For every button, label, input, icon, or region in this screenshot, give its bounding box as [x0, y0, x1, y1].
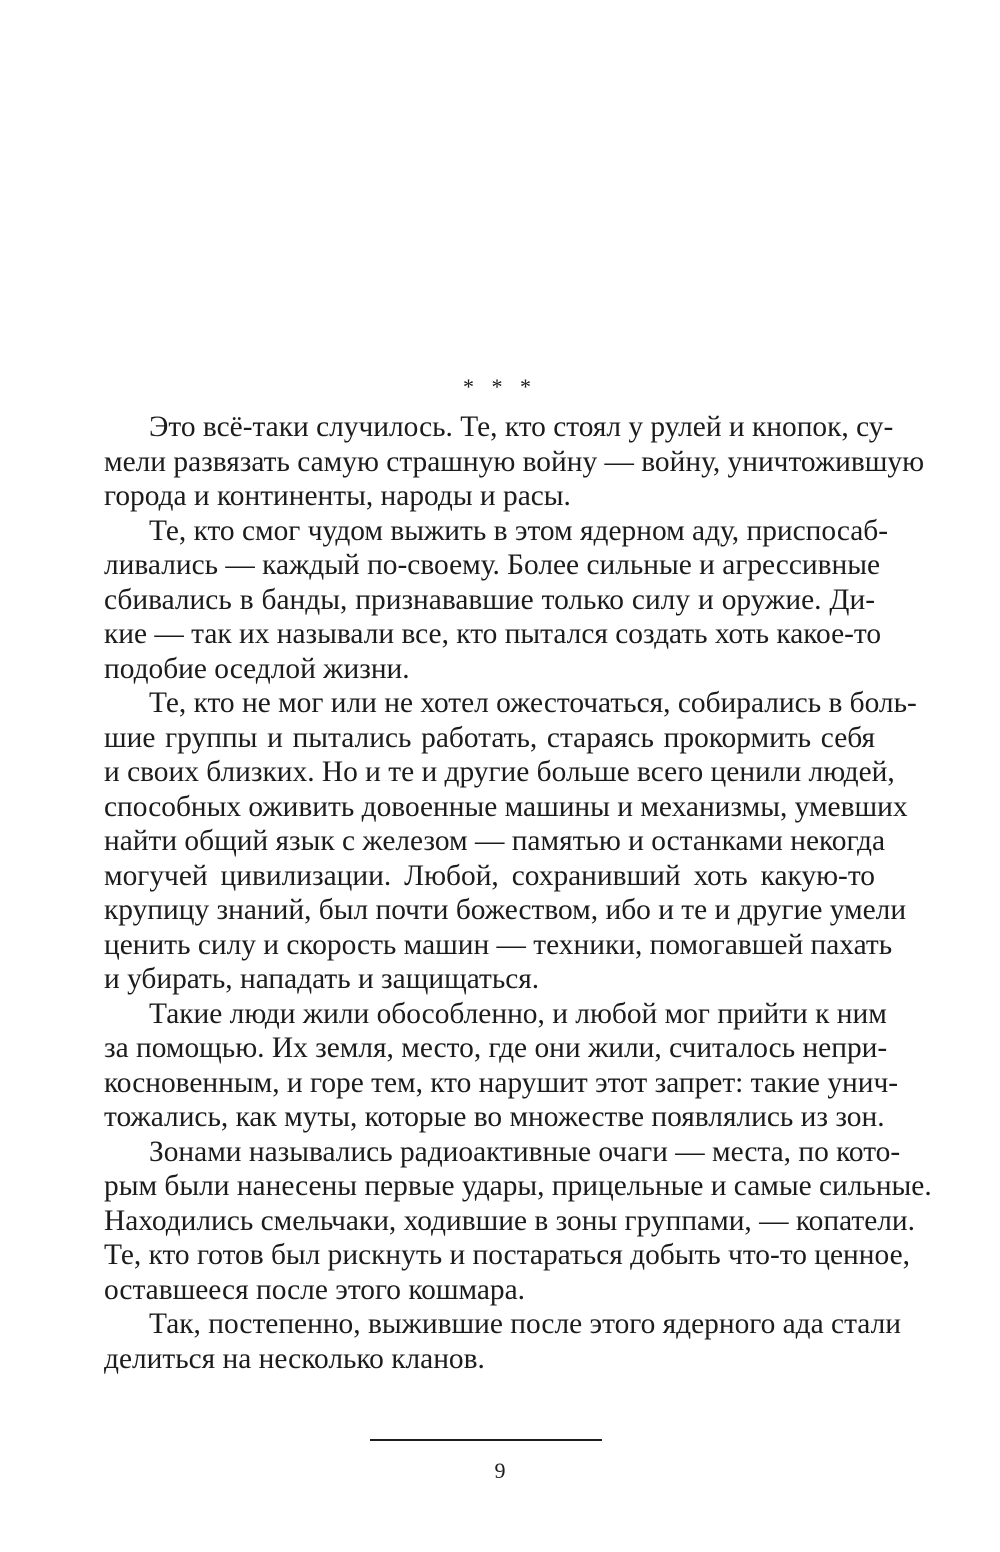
paragraph	[104, 1135, 932, 1308]
paragraph	[104, 997, 899, 1135]
text-line: кие — так их называли все, кто пытался создать хоть какое-то	[104, 618, 882, 650]
section-separator: * * *	[463, 374, 537, 399]
text-line: ценить силу и скорость машин — техники, помогавшей пахать	[104, 928, 893, 961]
text-line: за помощью. Их земля, место, где они жили, считалось непри-	[104, 1032, 888, 1064]
text-line: города и континенты, народы и расы.	[104, 480, 571, 512]
text-line: Это всё-таки случилось. Те, кто стоял у рулей и кнопок, су-	[149, 411, 894, 443]
text-line: Те, кто готов был рискнуть и постараться добыть что-то ценное,	[104, 1239, 910, 1271]
paragraph	[104, 514, 889, 687]
text-line: подобие оседлой жизни.	[104, 652, 410, 685]
text-line: делиться на несколько кланов.	[104, 1342, 485, 1375]
text-line: Находились смельчаки, ходившие в зоны группами, — копатели.	[104, 1204, 915, 1237]
text-line: Зонами назывались радиоактивные очаги — места, по кото-	[149, 1135, 901, 1168]
text-line: ливались — каждый по-своему. Более сильные и агрессивные	[104, 549, 881, 581]
text-line: крупицу знаний, был почти божеством, ибо и те и другие умели	[104, 894, 907, 926]
text-line: найти общий язык с железом — памятью и останками некогда	[104, 825, 886, 857]
text-line: косновенным, и горе тем, кто нарушит этот запрет: такие унич-	[104, 1066, 899, 1099]
paragraph	[104, 1307, 901, 1376]
text-line: оставшееся после этого кошмара.	[104, 1273, 525, 1306]
text-line: Те, кто не мог или не хотел ожесточаться, собирались в боль-	[149, 687, 917, 719]
text-line: мели развязать самую страшную войну — войну, уничтожившую	[104, 445, 925, 478]
text-line: способных оживить довоенные машины и механизмы, умевших	[104, 790, 908, 823]
text-line: могучей цивилизации. Любой, сохранивший хоть какую-то	[104, 859, 875, 892]
text-line: сбивались в банды, признававшие только силу и оружие. Ди-	[104, 583, 875, 616]
text-line: шие группы и пытались работать, стараясь прокормить себя	[104, 721, 875, 754]
footer-rule	[370, 1439, 602, 1441]
text-line: Такие люди жили обособленно, и любой мог прийти к ним	[149, 997, 887, 1030]
page-number: 9	[494, 1458, 506, 1483]
text-line: Те, кто смог чудом выжить в этом ядерном аду, приспосаб-	[149, 514, 889, 547]
text-line: Так, постепенно, выжившие после этого ядерного ада стали	[149, 1308, 901, 1340]
text-line: и убирать, нападать и защищаться.	[104, 963, 540, 995]
paragraph	[104, 410, 925, 514]
text-line: тожались, как муты, которые во множестве появлялись из зон.	[104, 1101, 885, 1133]
body-text	[104, 410, 932, 1376]
paragraph	[104, 686, 917, 997]
text-line: рым были нанесены первые удары, прицельные и самые сильные.	[104, 1170, 932, 1202]
text-line: и своих близких. Но и те и другие больше всего ценили людей,	[104, 756, 895, 788]
